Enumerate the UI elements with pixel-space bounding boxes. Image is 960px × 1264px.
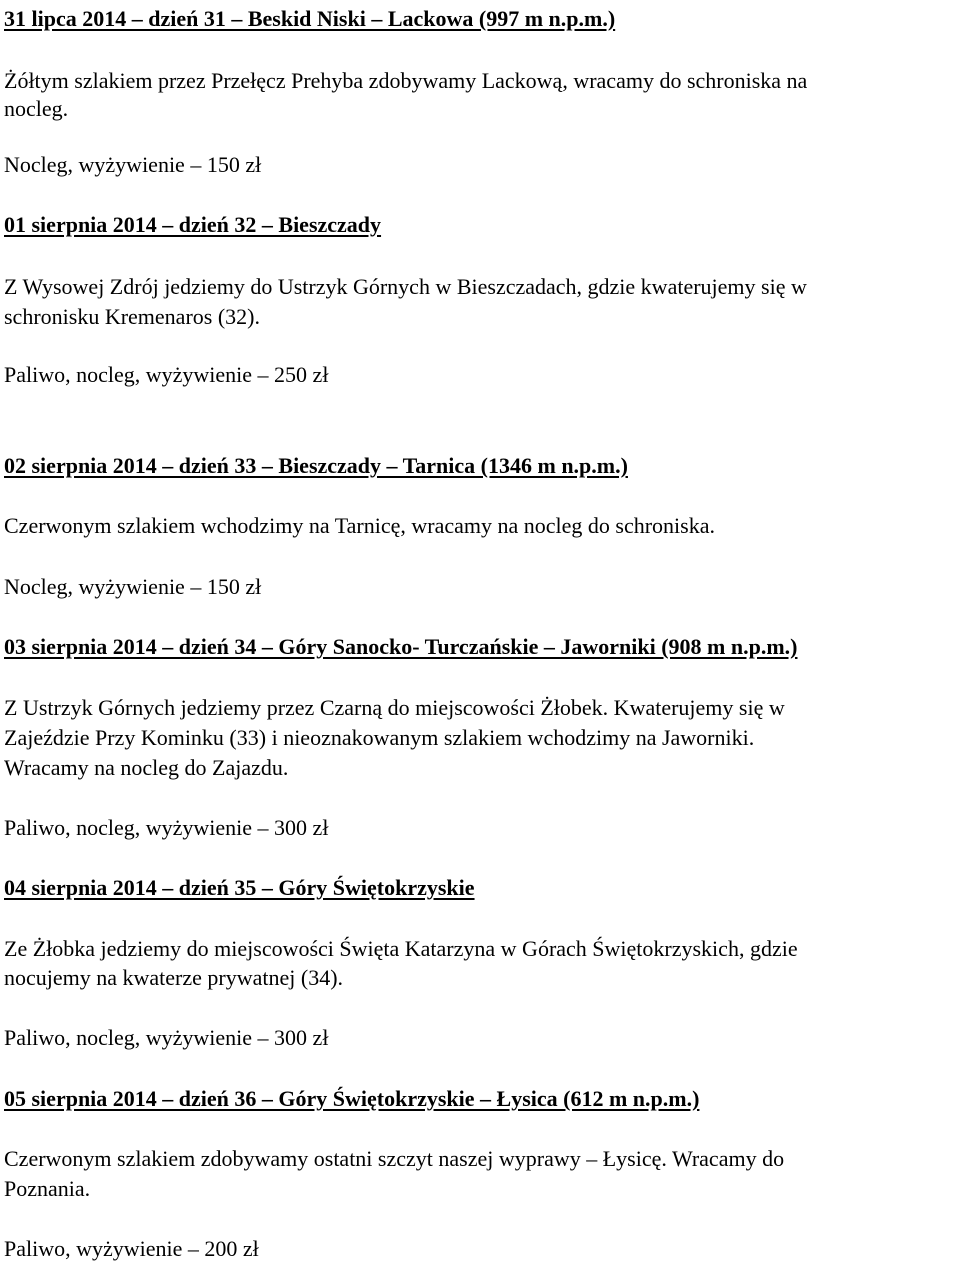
day-description-line: Z Ustrzyk Górnych jedziemy przez Czarną do miejscowości Żłobek. Kwaterujemy się w xyxy=(4,695,785,720)
day-cost: Paliwo, nocleg, wyżywienie – 300 zł xyxy=(4,1025,329,1050)
day-heading: 05 sierpnia 2014 – dzień 36 – Góry Świętokrzyskie – Łysica (612 m n.p.m.) xyxy=(4,1086,700,1111)
day-heading: 03 sierpnia 2014 – dzień 34 – Góry Sanocko- Turczańskie – Jaworniki (908 m n.p.m.) xyxy=(4,634,798,659)
day-heading: 01 sierpnia 2014 – dzień 32 – Bieszczady xyxy=(4,212,382,237)
day-description-line: Z Wysowej Zdrój jedziemy do Ustrzyk Górnych w Bieszczadach, gdzie kwaterujemy się w xyxy=(4,274,807,299)
day-heading: 04 sierpnia 2014 – dzień 35 – Góry Świętokrzyskie xyxy=(4,875,475,900)
day-heading: 02 sierpnia 2014 – dzień 33 – Bieszczady – Tarnica (1346 m n.p.m.) xyxy=(4,453,628,478)
day-cost: Paliwo, nocleg, wyżywienie – 250 zł xyxy=(4,362,329,387)
day-description-line: Wracamy na nocleg do Zajazdu. xyxy=(4,755,289,780)
day-cost: Nocleg, wyżywienie – 150 zł xyxy=(4,574,262,599)
day-description-line: nocujemy na kwaterze prywatnej (34). xyxy=(4,965,344,990)
day-description-line: Ze Żłobka jedziemy do miejscowości Święta Katarzyna w Górach Świętokrzyskich, gdzie xyxy=(4,936,798,961)
day-description-line: Czerwonym szlakiem wchodzimy na Tarnicę, wracamy na nocleg do schroniska. xyxy=(4,513,715,538)
day-description-line: Żółtym szlakiem przez Przełęcz Prehyba zdobywamy Lackową, wracamy do schroniska na xyxy=(4,68,808,93)
day-cost: Paliwo, wyżywienie – 200 zł xyxy=(4,1236,259,1261)
day-cost: Nocleg, wyżywienie – 150 zł xyxy=(4,152,262,177)
day-cost: Paliwo, nocleg, wyżywienie – 300 zł xyxy=(4,815,329,840)
day-description-line: Zajeździe Przy Kominku (33) i nieoznakowanym szlakiem wchodzimy na Jaworniki. xyxy=(4,725,755,750)
day-description-line: Poznania. xyxy=(4,1176,91,1201)
day-description-line: Czerwonym szlakiem zdobywamy ostatni szczyt naszej wyprawy – Łysicę. Wracamy do xyxy=(4,1146,785,1171)
day-description-line: nocleg. xyxy=(4,96,69,121)
day-description-line: schronisku Kremenaros (32). xyxy=(4,304,260,329)
day-heading: 31 lipca 2014 – dzień 31 – Beskid Niski – Lackowa (997 m n.p.m.) xyxy=(4,6,616,31)
